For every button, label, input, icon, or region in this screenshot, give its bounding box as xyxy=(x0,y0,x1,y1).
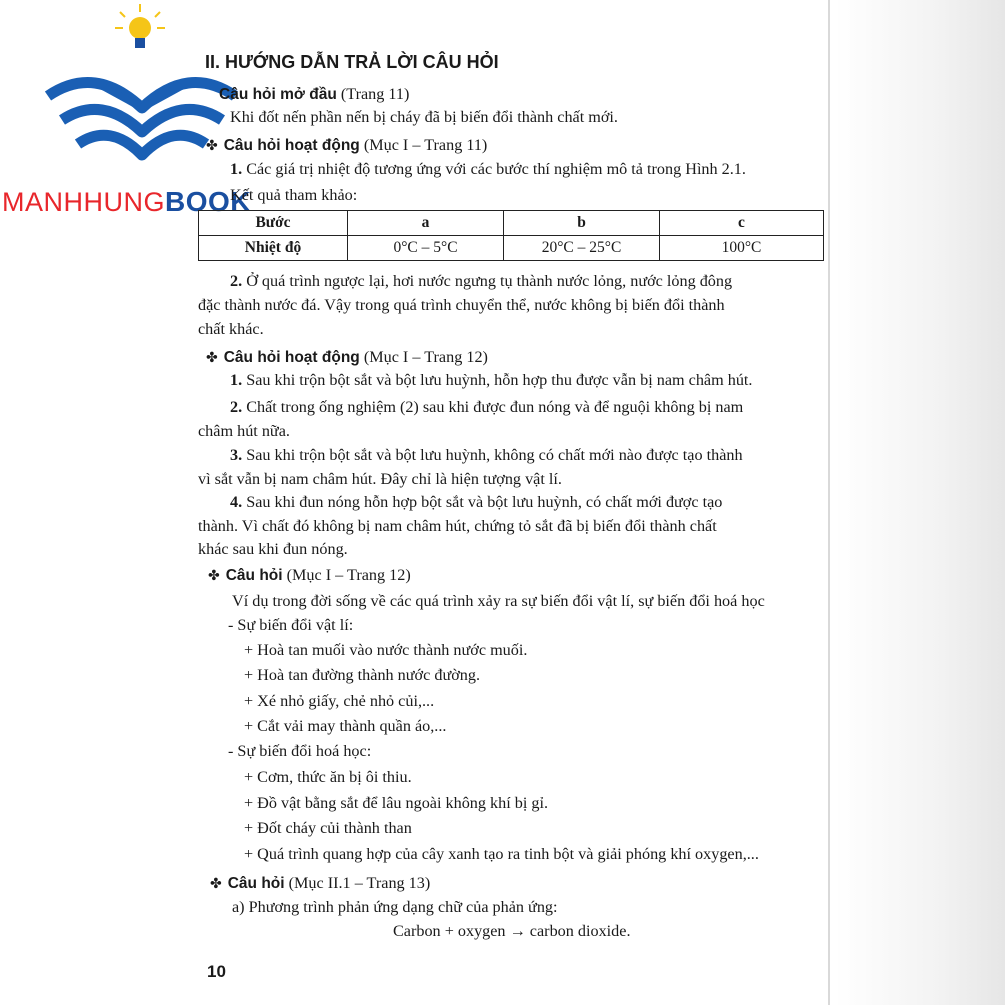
q4-a: a) Phương trình phản ứng dạng chữ của phản ứng: xyxy=(232,898,558,916)
q-act2-item3-line1: 3. Sau khi trộn bột sắt và bột lưu huỳnh, không có chất mới nào được tạo thành xyxy=(230,446,743,464)
list-item: + Cơm, thức ăn bị ôi thiu. xyxy=(244,768,412,786)
q-act2-item2-line1: 2. Chất trong ống nghiệm (2) sau khi được đun nóng và để nguội không bị nam xyxy=(230,398,744,416)
q-act1-heading: ✤ Câu hỏi hoạt động (Mục I – Trang 11) xyxy=(206,136,488,154)
page-number: 10 xyxy=(207,962,226,981)
right-page-shadow xyxy=(835,0,1005,1005)
brand-text: MANHHUNGBOOK xyxy=(2,186,251,217)
table-row: Bước a b c xyxy=(199,211,824,236)
q-intro-answer: Khi đốt nến phần nến bị cháy đã bị biến đổi thành chất mới. xyxy=(230,108,618,126)
temperature-table xyxy=(198,210,824,261)
section-title: II. HƯỚNG DẪN TRẢ LỜI CÂU HỎI xyxy=(205,52,499,72)
four-petal-bullet-icon: ✤ xyxy=(206,139,218,154)
q4-heading: ✤ Câu hỏi (Mục II.1 – Trang 13) xyxy=(210,874,431,892)
q3-intro: Ví dụ trong đời sống về các quá trình xảy ra sự biến đổi vật lí, sự biến đổi hoá học xyxy=(232,592,765,610)
four-petal-bullet-icon: ✤ xyxy=(206,351,218,366)
q-act1-p1b: Kết quả tham khảo: xyxy=(230,186,358,204)
q-act2-item1: 1. Sau khi trộn bột sắt và bột lưu huỳnh, hỗn hợp thu được vẫn bị nam châm hút. xyxy=(230,371,753,389)
q-act2-heading: ✤ Câu hỏi hoạt động (Mục I – Trang 12) xyxy=(206,348,488,366)
list-item: + Hoà tan đường thành nước đường. xyxy=(244,666,481,684)
list-item: + Xé nhỏ giấy, chẻ nhỏ củi,... xyxy=(244,692,435,710)
q-act2-item2-line2: châm hút nữa. xyxy=(198,422,290,440)
q-act2-item3-line2: vì sắt vẫn bị nam châm hút. Đây chỉ là hiện tượng vật lí. xyxy=(198,470,562,488)
list-item: + Hoà tan muối vào nước thành nước muối. xyxy=(244,641,528,659)
table-row: Nhiệt độ 0°C – 5°C 20°C – 25°C 100°C xyxy=(199,236,824,261)
four-petal-bullet-icon: ✤ xyxy=(208,569,220,584)
q3-heading: ✤ Câu hỏi (Mục I – Trang 12) xyxy=(208,566,411,584)
q3-chemical-label: - Sự biến đổi hoá học: xyxy=(228,742,372,760)
four-petal-bullet-icon: ✤ xyxy=(210,877,222,892)
list-item: + Cắt vải may thành quần áo,... xyxy=(244,717,447,735)
q-act2-item4-line1: 4. Sau khi đun nóng hỗn hợp bột sắt và bột lưu huỳnh, có chất mới được tạo xyxy=(230,493,723,511)
q-act1-p2-line3: chất khác. xyxy=(198,320,264,338)
q3-physical-label: - Sự biến đổi vật lí: xyxy=(228,616,354,634)
q-act2-item4-line3: khác sau khi đun nóng. xyxy=(198,540,348,558)
q-act2-item4-line2: thành. Vì chất đó không bị nam châm hút, chứng tỏ sắt đã bị biến đổi thành chất xyxy=(198,517,717,535)
page-edge xyxy=(828,0,830,1005)
q-act1-p1: 1. Các giá trị nhiệt độ tương ứng với các bước thí nghiệm mô tả trong Hình 2.1. xyxy=(230,160,746,178)
lightbulb-icon xyxy=(115,4,165,48)
q-intro-heading: Câu hỏi mở đầu (Trang 11) xyxy=(219,85,410,103)
q-act1-p2-line2: đặc thành nước đá. Vậy trong quá trình chuyển thể, nước không bị biến đổi thành xyxy=(198,296,725,314)
q4-equation: Carbon + oxygen → carbon dioxide. xyxy=(393,922,631,940)
list-item: + Đồ vật bằng sắt để lâu ngoài không khí bị gỉ. xyxy=(244,794,549,812)
list-item: + Đốt cháy củi thành than xyxy=(244,819,412,837)
list-item: + Quá trình quang hợp của cây xanh tạo ra tinh bột và giải phóng khí oxygen,... xyxy=(244,845,759,863)
q-act1-p2-line1: 2. Ở quá trình ngược lại, hơi nước ngưng tụ thành nước lỏng, nước lỏng đông xyxy=(230,272,733,290)
